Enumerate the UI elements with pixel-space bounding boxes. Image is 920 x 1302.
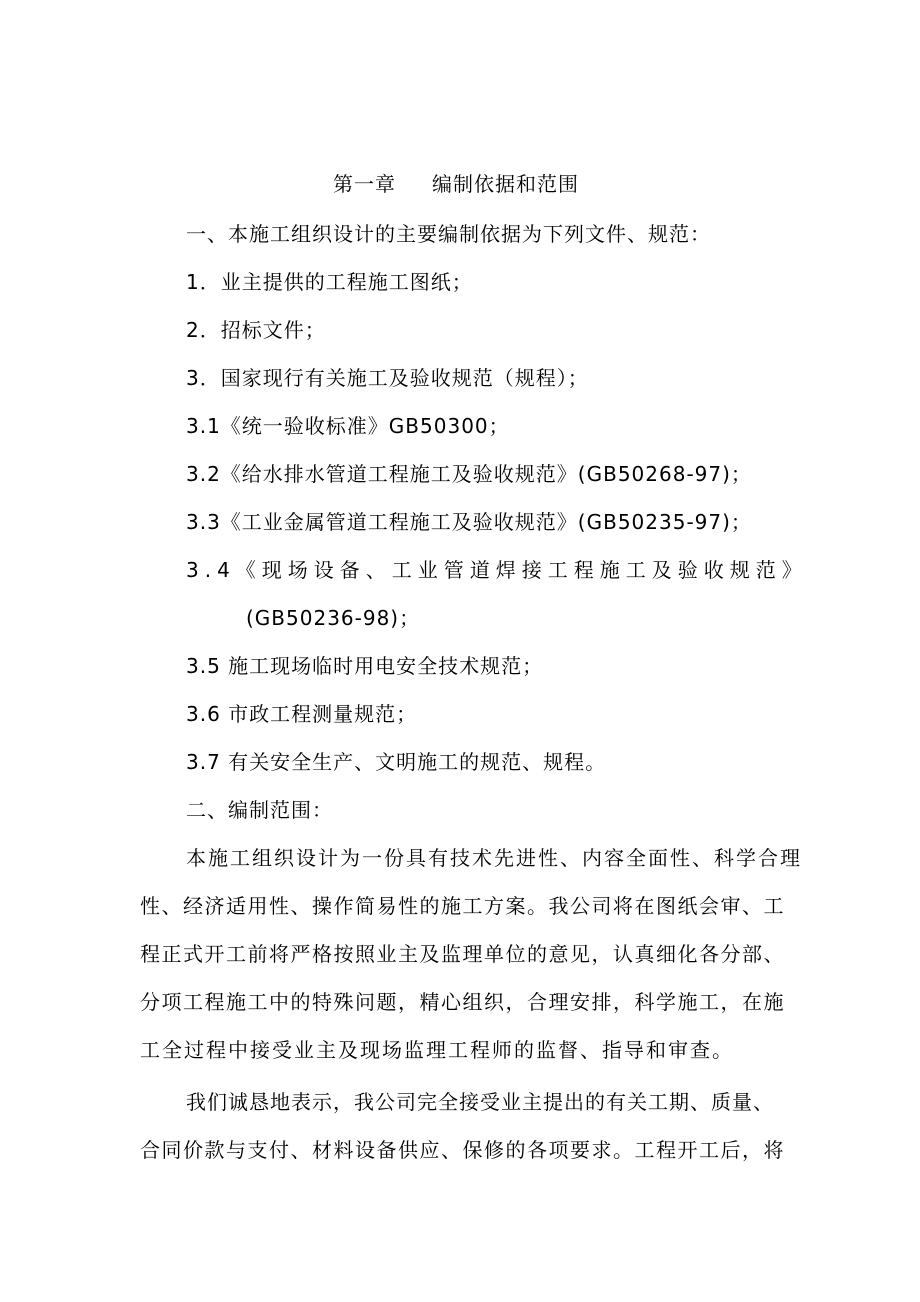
list-item: 3.6 市政工程测量规范； [186, 702, 418, 726]
section-heading-basis: 一、本施工组织设计的主要编制依据为下列文件、规范： [186, 222, 711, 246]
paragraph-line: 程正式开工前将严格按照业主及监理单位的意见，认真细化各分部、 [140, 942, 785, 966]
chapter-name: 编制依据和范围 [432, 172, 579, 196]
list-item: 3.2《给水排水管道工程施工及验收规范》(GB50268-97)； [186, 462, 752, 486]
paragraph-line: 分项工程施工中的特殊问题，精心组织，合理安排，科学施工，在施 [140, 990, 785, 1014]
paragraph-line: 我们诚恳地表示，我公司完全接受业主提出的有关工期、质量、 [186, 1090, 774, 1114]
chapter-number: 第一章 [333, 172, 396, 196]
list-item: 3.4《现场设备、工业管道焊接工程施工及验收规范》 [186, 558, 808, 582]
list-item: 1．业主提供的工程施工图纸； [186, 270, 473, 294]
paragraph-line: 合同价款与支付、材料设备供应、保修的各项要求。工程开工后，将 [140, 1138, 785, 1162]
section-heading-scope: 二、编制范围： [186, 798, 333, 822]
list-item: 3．国家现行有关施工及验收规范（规程）； [186, 366, 589, 390]
list-item: 3.3《工业金属管道工程施工及验收规范》(GB50235-97)； [186, 510, 752, 534]
paragraph-line: 工全过程中接受业主及现场监理工程师的监督、指导和审查。 [140, 1038, 734, 1062]
chapter-title [333, 172, 579, 196]
list-item: 2．招标文件； [186, 318, 326, 342]
list-item: 3.1《统一验收标准》GB50300； [186, 414, 510, 438]
list-item: 3.7 有关安全生产、文明施工的规范、规程。 [186, 750, 607, 774]
paragraph-line: 本施工组织设计为一份具有技术先进性、内容全面性、科学合理 [186, 846, 802, 870]
paragraph-line: 性、经济适用性、操作简易性的施工方案。我公司将在图纸会审、工 [140, 894, 785, 918]
list-item-continuation: (GB50236-98)； [246, 606, 421, 630]
list-item: 3.5 施工现场临时用电安全技术规范； [186, 654, 544, 678]
